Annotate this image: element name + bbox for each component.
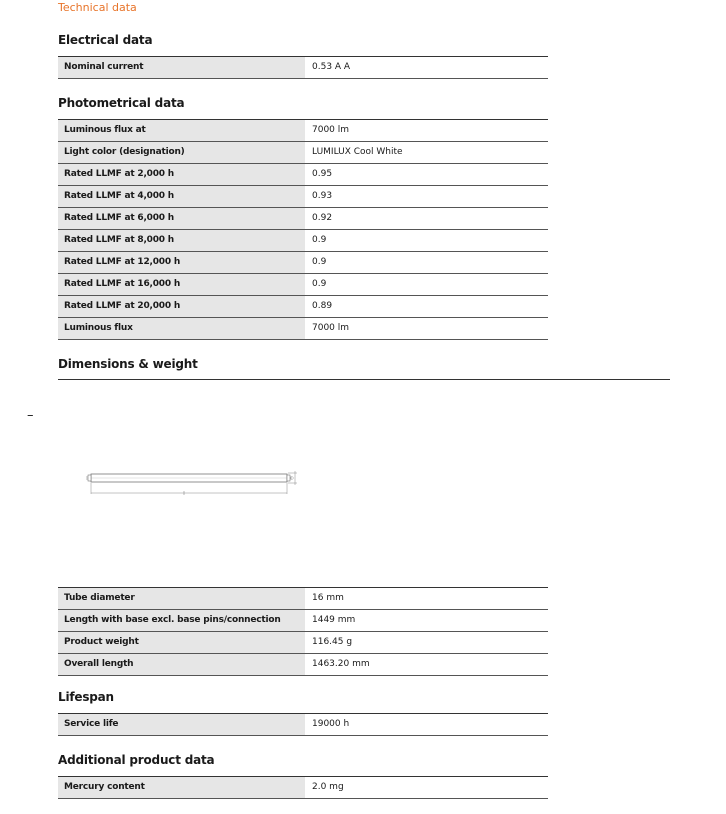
table-row — [58, 208, 548, 230]
table-row — [58, 56, 548, 79]
row-value: 1449 mm — [312, 615, 356, 625]
row-label: Nominal current — [58, 57, 305, 78]
table-row — [58, 776, 548, 799]
electrical-section-title: Electrical data — [58, 33, 153, 47]
page-marker: – — [27, 408, 34, 423]
table-row — [58, 230, 548, 252]
table-row — [58, 713, 548, 736]
row-value: 0.93 — [312, 191, 333, 201]
row-value: 0.9 — [312, 235, 327, 245]
row-label: Rated LLMF at 2,000 h — [58, 164, 305, 185]
row-value: 0.53 A A — [312, 62, 351, 72]
row-label: Length with base excl. base pins/connection — [58, 610, 305, 631]
table-row — [58, 587, 548, 610]
row-label: Rated LLMF at 12,000 h — [58, 252, 305, 273]
row-label: Rated LLMF at 16,000 h — [58, 274, 305, 295]
row-label: Mercury content — [58, 777, 305, 798]
photometrical-table — [58, 119, 548, 340]
tube-dimension-drawing — [84, 468, 300, 502]
electrical-table — [58, 56, 548, 79]
table-row — [58, 296, 548, 318]
row-value: 0.89 — [312, 301, 333, 311]
row-label: Luminous flux at — [58, 120, 305, 141]
row-label: Rated LLMF at 4,000 h — [58, 186, 305, 207]
table-row — [58, 274, 548, 296]
table-row — [58, 632, 548, 654]
row-label: Tube diameter — [58, 588, 305, 609]
row-value: 7000 lm — [312, 323, 350, 333]
row-value: 0.9 — [312, 257, 327, 267]
section-divider — [58, 379, 670, 380]
row-label: Overall length — [58, 654, 305, 675]
row-label: Product weight — [58, 632, 305, 653]
additional-section-title: Additional product data — [58, 753, 215, 767]
row-value: 2.0 mg — [312, 782, 344, 792]
dimensions-section-title: Dimensions & weight — [58, 357, 198, 371]
table-row — [58, 610, 548, 632]
row-value: 1463.20 mm — [312, 659, 370, 669]
lifespan-table — [58, 713, 548, 736]
row-label: Service life — [58, 714, 305, 735]
dimensions-table — [58, 587, 548, 676]
table-row — [58, 318, 548, 340]
table-row — [58, 654, 548, 676]
row-value: 16 mm — [312, 593, 344, 603]
lifespan-section-title: Lifespan — [58, 690, 114, 704]
table-row — [58, 142, 548, 164]
row-label: Rated LLMF at 8,000 h — [58, 230, 305, 251]
table-row — [58, 186, 548, 208]
row-label: Luminous flux — [58, 318, 305, 339]
row-value: 7000 lm — [312, 125, 350, 135]
row-value: 0.92 — [312, 213, 333, 223]
row-value: 116.45 g — [312, 637, 353, 647]
row-value: LUMILUX Cool White — [312, 147, 403, 157]
additional-table — [58, 776, 548, 799]
row-label: Rated LLMF at 6,000 h — [58, 208, 305, 229]
table-row — [58, 164, 548, 186]
table-row — [58, 252, 548, 274]
row-value: 0.95 — [312, 169, 333, 179]
row-label: Rated LLMF at 20,000 h — [58, 296, 305, 317]
row-value: 0.9 — [312, 279, 327, 289]
photometrical-section-title: Photometrical data — [58, 96, 185, 110]
technical-data-title: Technical data — [58, 1, 137, 14]
table-row — [58, 119, 548, 142]
row-label: Light color (designation) — [58, 142, 305, 163]
row-value: 19000 h — [312, 719, 350, 729]
